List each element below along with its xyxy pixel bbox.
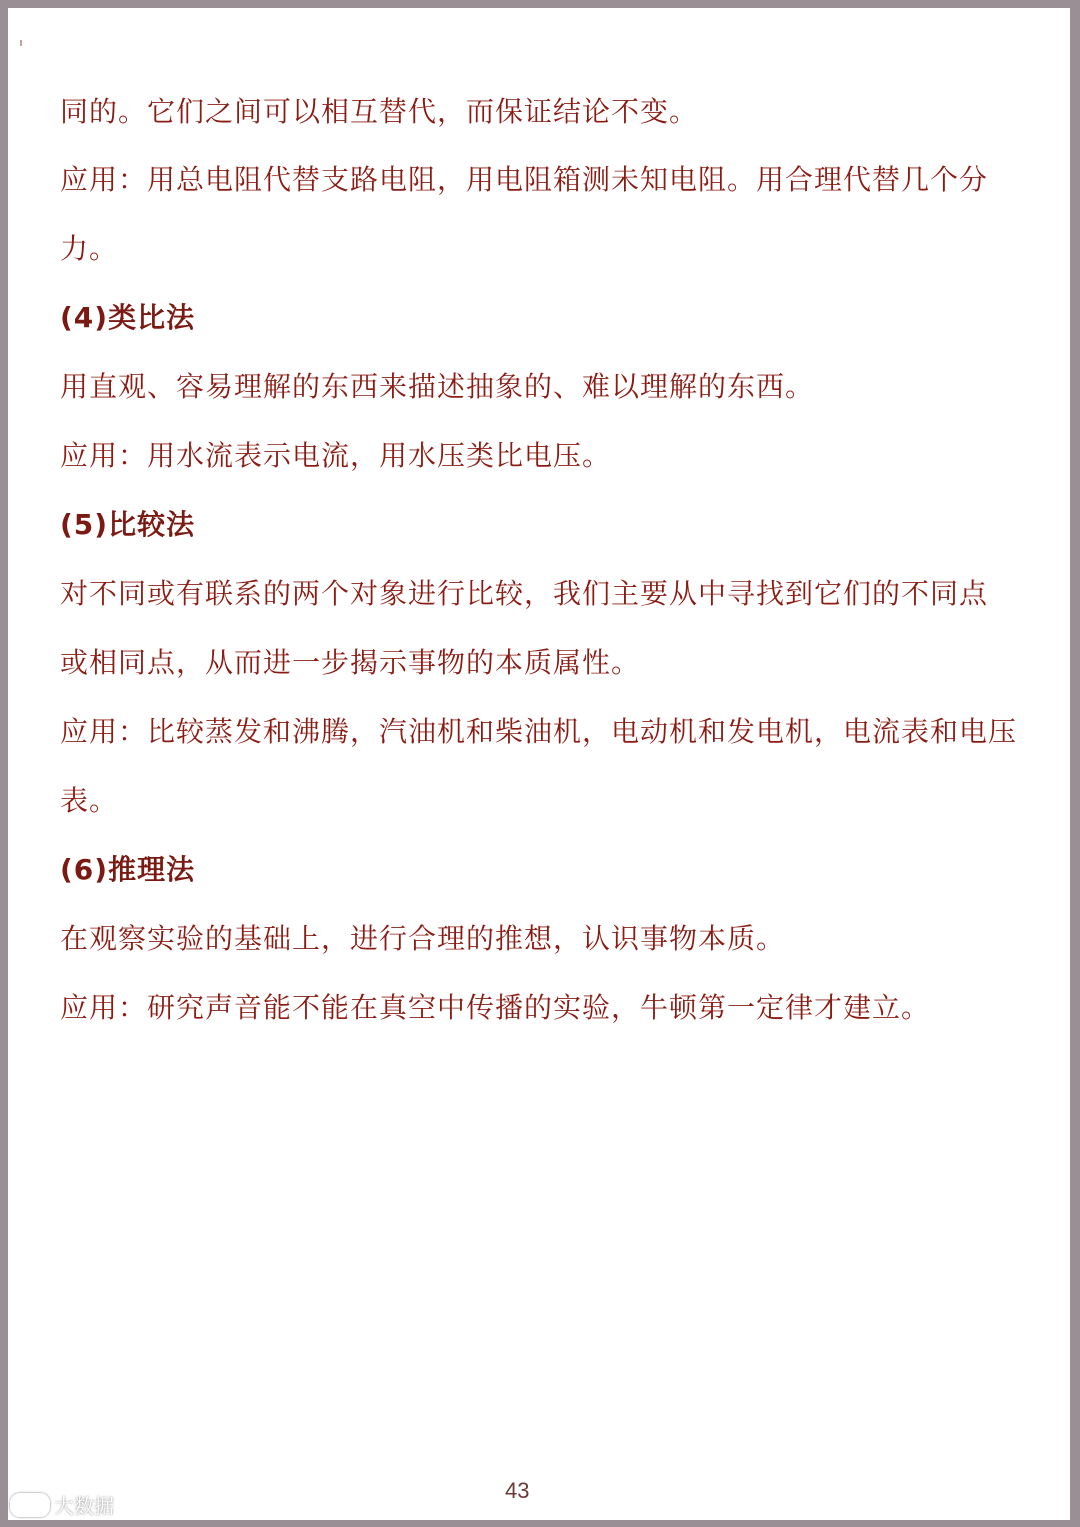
application-line: 应用：比较蒸发和沸腾，汽油机和柴油机，电动机和发电机，电流表和电压 bbox=[60, 715, 1018, 748]
paragraph-line: 在观察实验的基础上，进行合理的推想，认识事物本质。 bbox=[60, 922, 786, 955]
section-heading-comparison: (5)比较法 bbox=[60, 508, 196, 541]
paragraph-line: 表。 bbox=[60, 784, 119, 817]
watermark-text: 大数据 bbox=[54, 1494, 114, 1518]
paragraph-line: 同的。它们之间可以相互替代，而保证结论不变。 bbox=[60, 95, 699, 128]
application-line: 应用：用总电阻代替支路电阻，用电阻箱测未知电阻。用合理代替几个分 bbox=[60, 163, 989, 196]
section-heading-analogy: (4)类比法 bbox=[60, 301, 196, 334]
page-number: 43 bbox=[505, 1478, 530, 1503]
paragraph-line: 或相同点，从而进一步揭示事物的本质属性。 bbox=[60, 646, 641, 679]
paragraph-line: 力。 bbox=[60, 232, 119, 265]
paragraph-line: 用直观、容易理解的东西来描述抽象的、难以理解的东西。 bbox=[60, 370, 815, 403]
section-heading-reasoning: (6)推理法 bbox=[60, 853, 196, 886]
paragraph-line: 对不同或有联系的两个对象进行比较，我们主要从中寻找到它们的不同点 bbox=[60, 577, 989, 610]
document-page bbox=[8, 8, 1070, 1520]
application-line: 应用：研究声音能不能在真空中传播的实验，牛顿第一定律才建立。 bbox=[60, 991, 931, 1024]
watermark-logo-icon bbox=[10, 1493, 50, 1517]
watermark bbox=[10, 1490, 114, 1519]
corner-mark bbox=[20, 40, 22, 46]
application-line: 应用：用水流表示电流，用水压类比电压。 bbox=[60, 439, 612, 472]
